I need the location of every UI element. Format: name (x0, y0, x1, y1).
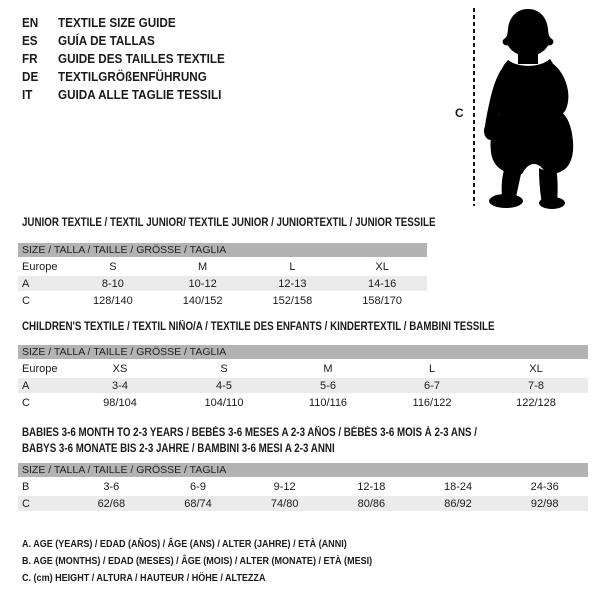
baby-neck (518, 50, 538, 64)
height-cell: 122/128 (516, 396, 556, 409)
size-header-bar (18, 463, 588, 477)
junior-table-title: JUNIOR TEXTILE / TEXTIL JUNIOR/ TEXTILE JUNIOR / JUNIORTEXTIL / JUNIOR TESSILE (22, 217, 436, 229)
language-title-list (22, 13, 247, 103)
age-cell: 14-16 (368, 277, 397, 290)
height-cell: 152/158 (272, 294, 313, 307)
size-cell: S (220, 362, 228, 375)
height-cell: 68/74 (184, 497, 212, 510)
language-row (22, 13, 225, 31)
row-label: C (22, 497, 30, 510)
table-row (18, 479, 588, 494)
size-cell: L (289, 260, 296, 273)
language-code: DE (22, 68, 39, 84)
table-row (18, 276, 427, 291)
size-header-text: SIZE / TALLA / TAILLE / GRÖSSE / TAGLIA (22, 464, 227, 476)
language-title: GUIDA ALLE TAGLIE TESSILI (58, 86, 222, 102)
height-cell: 104/110 (204, 396, 244, 409)
size-header-bar (18, 345, 588, 359)
age-cell: 24-36 (530, 480, 559, 493)
language-title: TEXTILE SIZE GUIDE (58, 14, 176, 30)
age-cell: 3-4 (112, 379, 128, 392)
size-cell: M (323, 362, 333, 375)
junior-size-table (18, 243, 427, 308)
row-label: Europe (22, 362, 58, 375)
height-cell: 80/86 (357, 497, 386, 510)
language-code: IT (22, 86, 33, 102)
age-cell: 3-6 (103, 480, 120, 493)
baby-right-foot (539, 197, 565, 209)
age-cell: 12-18 (357, 480, 386, 493)
size-header-text: SIZE / TALLA / TAILLE / GRÖSSE / TAGLIA (22, 244, 227, 256)
age-cell: 18-24 (443, 480, 473, 493)
size-cell: L (428, 362, 436, 375)
table-row (18, 395, 588, 410)
baby-left-foot (489, 194, 523, 208)
height-cell: 92/98 (530, 497, 559, 510)
age-cell: 7-8 (528, 379, 544, 392)
height-cell: 116/122 (412, 396, 452, 409)
babies-table-title-line2: BABYS 3-6 MONATE BIS 2-3 JAHRE / BAMBINI 3-6 MESI A 2-3 ANNI (22, 443, 335, 455)
size-cell: XL (375, 260, 389, 273)
babies-table-title-line1: BABIES 3-6 MONTH TO 2-3 YEARS / BEBÉS 3-6 MESES A 2-3 AÑOS / BÉBÉS 3-6 MOIS À 2-3 ANS / (22, 427, 478, 439)
size-header-bar (18, 243, 427, 257)
height-cell: 62/68 (97, 497, 126, 510)
language-title: TEXTILGRÖßENFÜHRUNG (58, 68, 207, 84)
height-cell: 110/116 (308, 396, 348, 409)
babies-size-table (18, 463, 588, 511)
height-cell: 128/140 (92, 294, 133, 307)
height-cell: 86/92 (444, 497, 472, 510)
age-cell: 6-7 (424, 379, 440, 392)
language-row (22, 85, 225, 103)
footnote-age-years: A. AGE (YEARS) / EDAD (AÑOS) / ÂGE (ANS) / ALTER (JAHRE) / ETÀ (ANNI) (22, 538, 347, 550)
row-label: B (22, 480, 30, 493)
row-label: C (22, 396, 30, 409)
size-cell: XL (529, 362, 543, 375)
table-row (18, 496, 588, 511)
row-label: C (22, 294, 30, 307)
height-measure-label: C (455, 106, 464, 120)
size-cell: M (198, 260, 208, 273)
children-size-table (18, 345, 588, 410)
size-cell: S (109, 260, 117, 273)
age-cell: 10-12 (188, 277, 217, 290)
language-title: GUIDE DES TAILLES TEXTILE (58, 50, 225, 66)
age-cell: 9-12 (273, 480, 296, 493)
age-cell: 5-6 (320, 379, 336, 392)
height-cell: 98/104 (103, 396, 137, 409)
row-label: A (22, 379, 30, 392)
language-row (22, 31, 225, 49)
age-cell: 8-10 (101, 277, 124, 290)
table-row (18, 361, 588, 376)
baby-head (503, 9, 554, 56)
footnote-height-cm: C. (cm) HEIGHT / ALTURA / HAUTEUR / HÖHE / ALTEZZA (22, 572, 266, 584)
language-code: EN (22, 14, 39, 30)
table-row (18, 378, 588, 393)
children-table-title: CHILDREN'S TEXTILE / TEXTIL NIÑO/A / TEXTILE DES ENFANTS / KINDERTEXTIL / BAMBINI TESSILE (22, 321, 495, 333)
row-label: A (22, 277, 30, 290)
age-cell: 4-5 (216, 379, 232, 392)
table-row (18, 259, 427, 274)
footnote-age-months: B. AGE (MONTHS) / EDAD (MESES) / ÂGE (MOIS) / ALTER (MONATE) / ETÀ (MESI) (22, 555, 373, 567)
language-row (22, 67, 225, 85)
language-title: GUÍA DE TALLAS (58, 32, 155, 48)
height-cell: 158/170 (362, 294, 402, 307)
language-code: ES (22, 32, 38, 48)
height-cell: 140/152 (182, 294, 223, 307)
size-cell: XS (112, 362, 128, 375)
toddler-silhouette-image (482, 6, 588, 210)
age-cell: 12-13 (278, 277, 307, 290)
language-code: FR (22, 50, 38, 66)
height-cell: 74/80 (270, 497, 299, 510)
row-label: Europe (22, 260, 58, 273)
age-cell: 6-9 (190, 480, 206, 493)
baby-left-leg (502, 166, 522, 198)
height-measure-dashed-line (473, 8, 475, 206)
language-row (22, 49, 225, 67)
size-header-text: SIZE / TALLA / TAILLE / GRÖSSE / TAGLIA (22, 346, 227, 358)
table-row (18, 293, 427, 308)
